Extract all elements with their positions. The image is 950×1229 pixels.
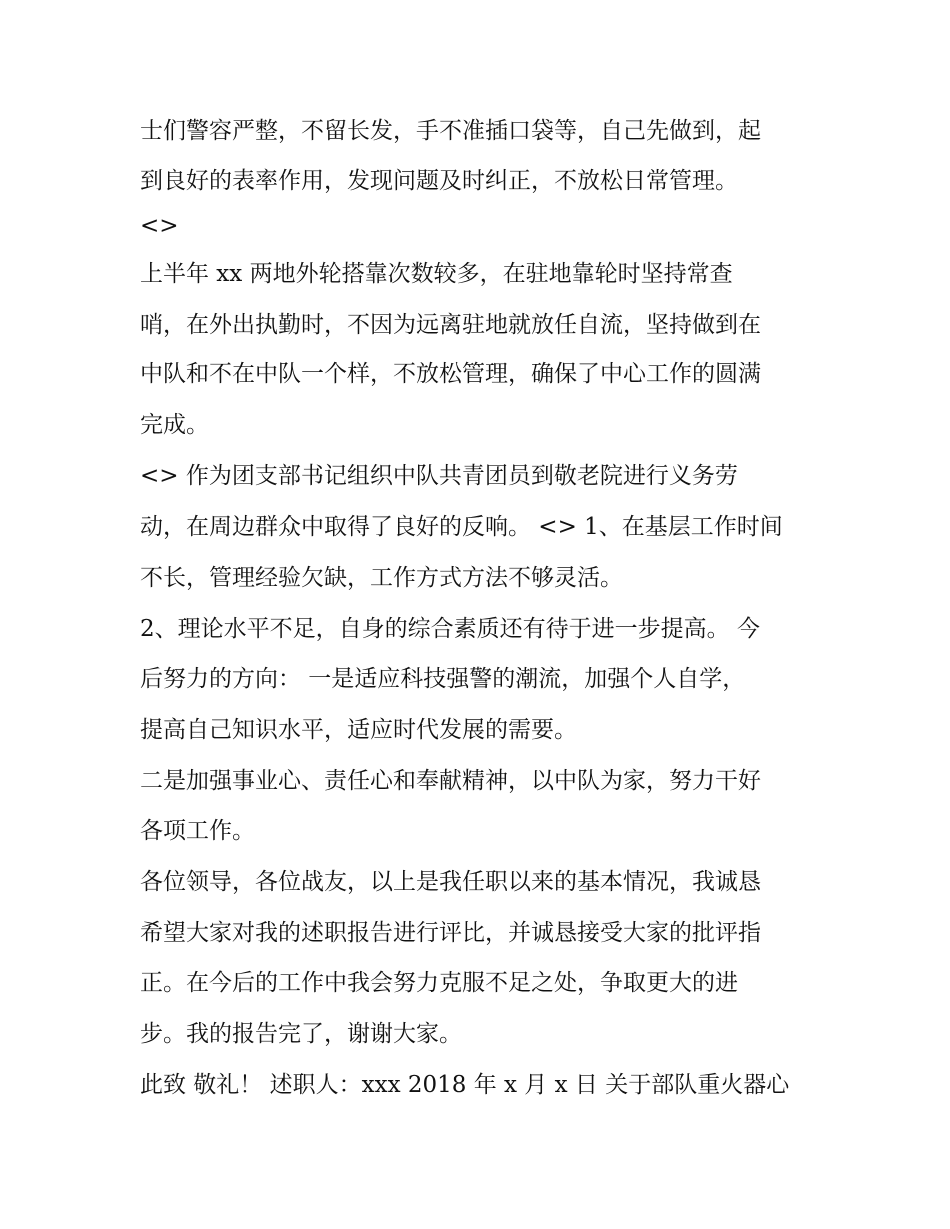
text-line: 哨，在外出执勤时，不因为远离驻地就放任自流，坚持做到在 [140,312,761,338]
text-line: 此致 敬礼！ 述职人：xxx 2018 年 x 月 x 日 关于部队重火器心 [140,1072,790,1098]
text-line: 各位领导，各位战友，以上是我任职以来的基本情况，我诚恳 [140,869,761,895]
text-line: 二是加强事业心、责任心和奉献精神，以中队为家，努力干好 [140,768,761,794]
text-line: 各项工作。 [140,818,255,844]
text-line: 步。我的报告完了，谢谢大家。 [140,1021,462,1047]
text-line: 中队和不在中队一个样，不放松管理，确保了中心工作的圆满 [140,361,761,387]
text-line: 完成。 [140,412,209,438]
text-line: 动，在周边群众中取得了良好的反响。 <> 1、在基层工作时间 [140,514,783,540]
text-line: 士们警容严整，不留长发，手不准插口袋等，自己先做到，起 [140,118,761,144]
text-line: 后努力的方向： 一是适应科技强警的潮流，加强个人自学， [140,666,746,692]
text-line: <> [140,213,179,239]
text-line: 提高自己知识水平，适应时代发展的需要。 [140,717,577,743]
text-line: 上半年 xx 两地外轮搭靠次数较多，在驻地靠轮时坚持常查 [140,261,733,287]
text-line: 到良好的表率作用，发现问题及时纠正，不放松日常管理。 [140,168,738,194]
text-line: 2、理论水平不足，自身的综合素质还有待于进一步提高。 今 [140,616,760,642]
text-line: 不长，管理经验欠缺，工作方式方法不够灵活。 [140,565,623,591]
text-line: 正。在今后的工作中我会努力克服不足之处，争取更大的进 [140,970,738,996]
text-line: <> 作为团支部书记组织中队共青团员到敬老院进行义务劳 [140,463,738,489]
text-line: 希望大家对我的述职报告进行评比，并诚恳接受大家的批评指 [140,920,761,946]
